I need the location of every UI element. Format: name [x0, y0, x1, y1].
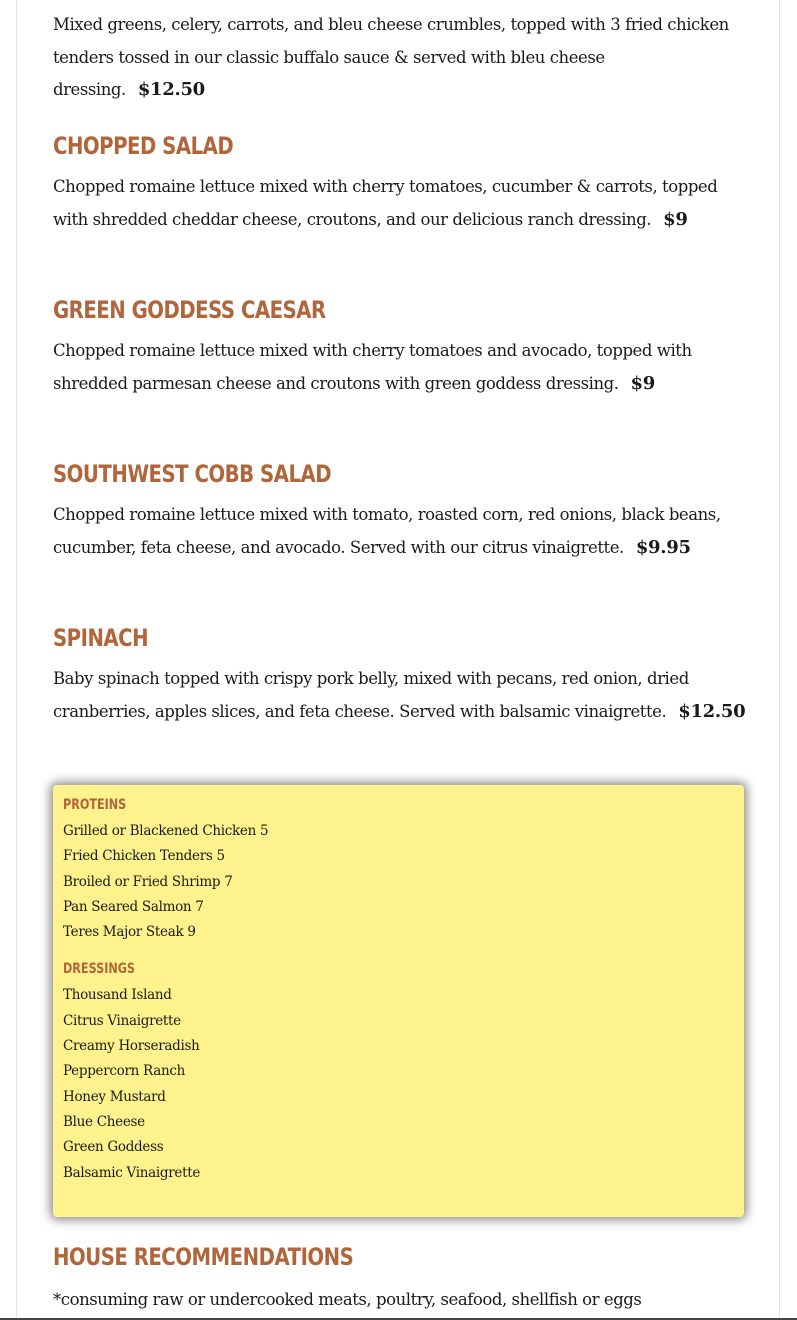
protein-item: Broiled or Fried Shrimp 7	[63, 873, 233, 890]
menu-item-title: GREEN GODDESS CAESAR	[53, 296, 326, 324]
menu-item-price: $12.50	[678, 700, 746, 722]
raw-food-warning: *consuming raw or undercooked meats, poultry, seafood, shellfish or eggs	[53, 1290, 642, 1309]
dressing-item: Peppercorn Ranch	[63, 1063, 185, 1080]
dressing-item: Balsamic Vinaigrette	[63, 1164, 201, 1181]
menu-item-title: CHOPPED SALAD	[53, 132, 234, 160]
protein-item: Fried Chicken Tenders 5	[63, 848, 225, 865]
dressings-heading: DRESSINGS	[63, 961, 136, 978]
dressing-item: Citrus Vinaigrette	[63, 1012, 181, 1029]
menu-item-price: $9	[663, 208, 688, 230]
menu-item-spinach	[53, 621, 753, 728]
menu-item-description	[53, 9, 753, 107]
protein-item: Grilled or Blackened Chicken 5	[63, 823, 269, 839]
protein-item: Teres Major Steak 9	[63, 924, 196, 941]
menu-item-chopped-salad	[53, 129, 753, 236]
menu-item-title: SOUTHWEST COBB SALAD	[53, 460, 332, 488]
dressing-item: Creamy Horseradish	[63, 1038, 200, 1055]
dressing-item: Thousand Island	[63, 987, 172, 1004]
menu-item-price: $12.50	[137, 79, 205, 100]
menu-item-buffalo	[53, 9, 753, 107]
description-text: Baby spinach topped with crispy pork belly, mixed with pecans, red onion, dried cranberries, apples slices, and feta cheese. Served with balsamic vinaigrette.	[53, 669, 689, 721]
addons-box	[53, 785, 744, 1217]
dressing-item: Blue Cheese	[63, 1113, 145, 1130]
menu-item-description	[53, 171, 753, 236]
description-text: Chopped romaine lettuce mixed with cherry tomatoes, cucumber & carrots, topped with shredded cheddar cheese, croutons, and our delicious ranch dressing.	[53, 177, 718, 229]
dressing-item: Green Goddess	[63, 1139, 164, 1156]
dressings-list	[63, 983, 734, 1185]
protein-item: Pan Seared Salmon 7	[63, 898, 204, 915]
menu-item-southwest-cobb-salad	[53, 457, 753, 564]
house-recommendations-title: HOUSE RECOMMENDATIONS	[53, 1243, 354, 1271]
menu-item-description	[53, 499, 753, 564]
proteins-heading: PROTEINS	[63, 797, 127, 813]
menu-item-description	[53, 335, 753, 400]
menu-item-price: $9	[630, 372, 655, 394]
menu-item-title: SPINACH	[53, 624, 149, 652]
description-text: Chopped romaine lettuce mixed with cherry tomatoes and avocado, topped with shredded parmesan cheese and croutons with green goddess dressing.	[53, 341, 692, 393]
menu-item-green-goddess-caesar	[53, 293, 753, 400]
proteins-list	[63, 819, 734, 945]
description-text: Chopped romaine lettuce mixed with tomato, roasted corn, red onions, black beans, cucumber, feta cheese, and avocado. Served with our citrus vinaigrette.	[53, 505, 721, 557]
menu-item-description	[53, 663, 753, 728]
dressing-item: Honey Mustard	[63, 1088, 166, 1105]
description-text: Mixed greens, celery, carrots, and bleu cheese crumbles, topped with 3 fried chicken tenders tossed in our classic buffalo sauce & served with bleu cheese dressing.	[53, 15, 729, 99]
menu-item-price: $9.95	[635, 536, 691, 558]
